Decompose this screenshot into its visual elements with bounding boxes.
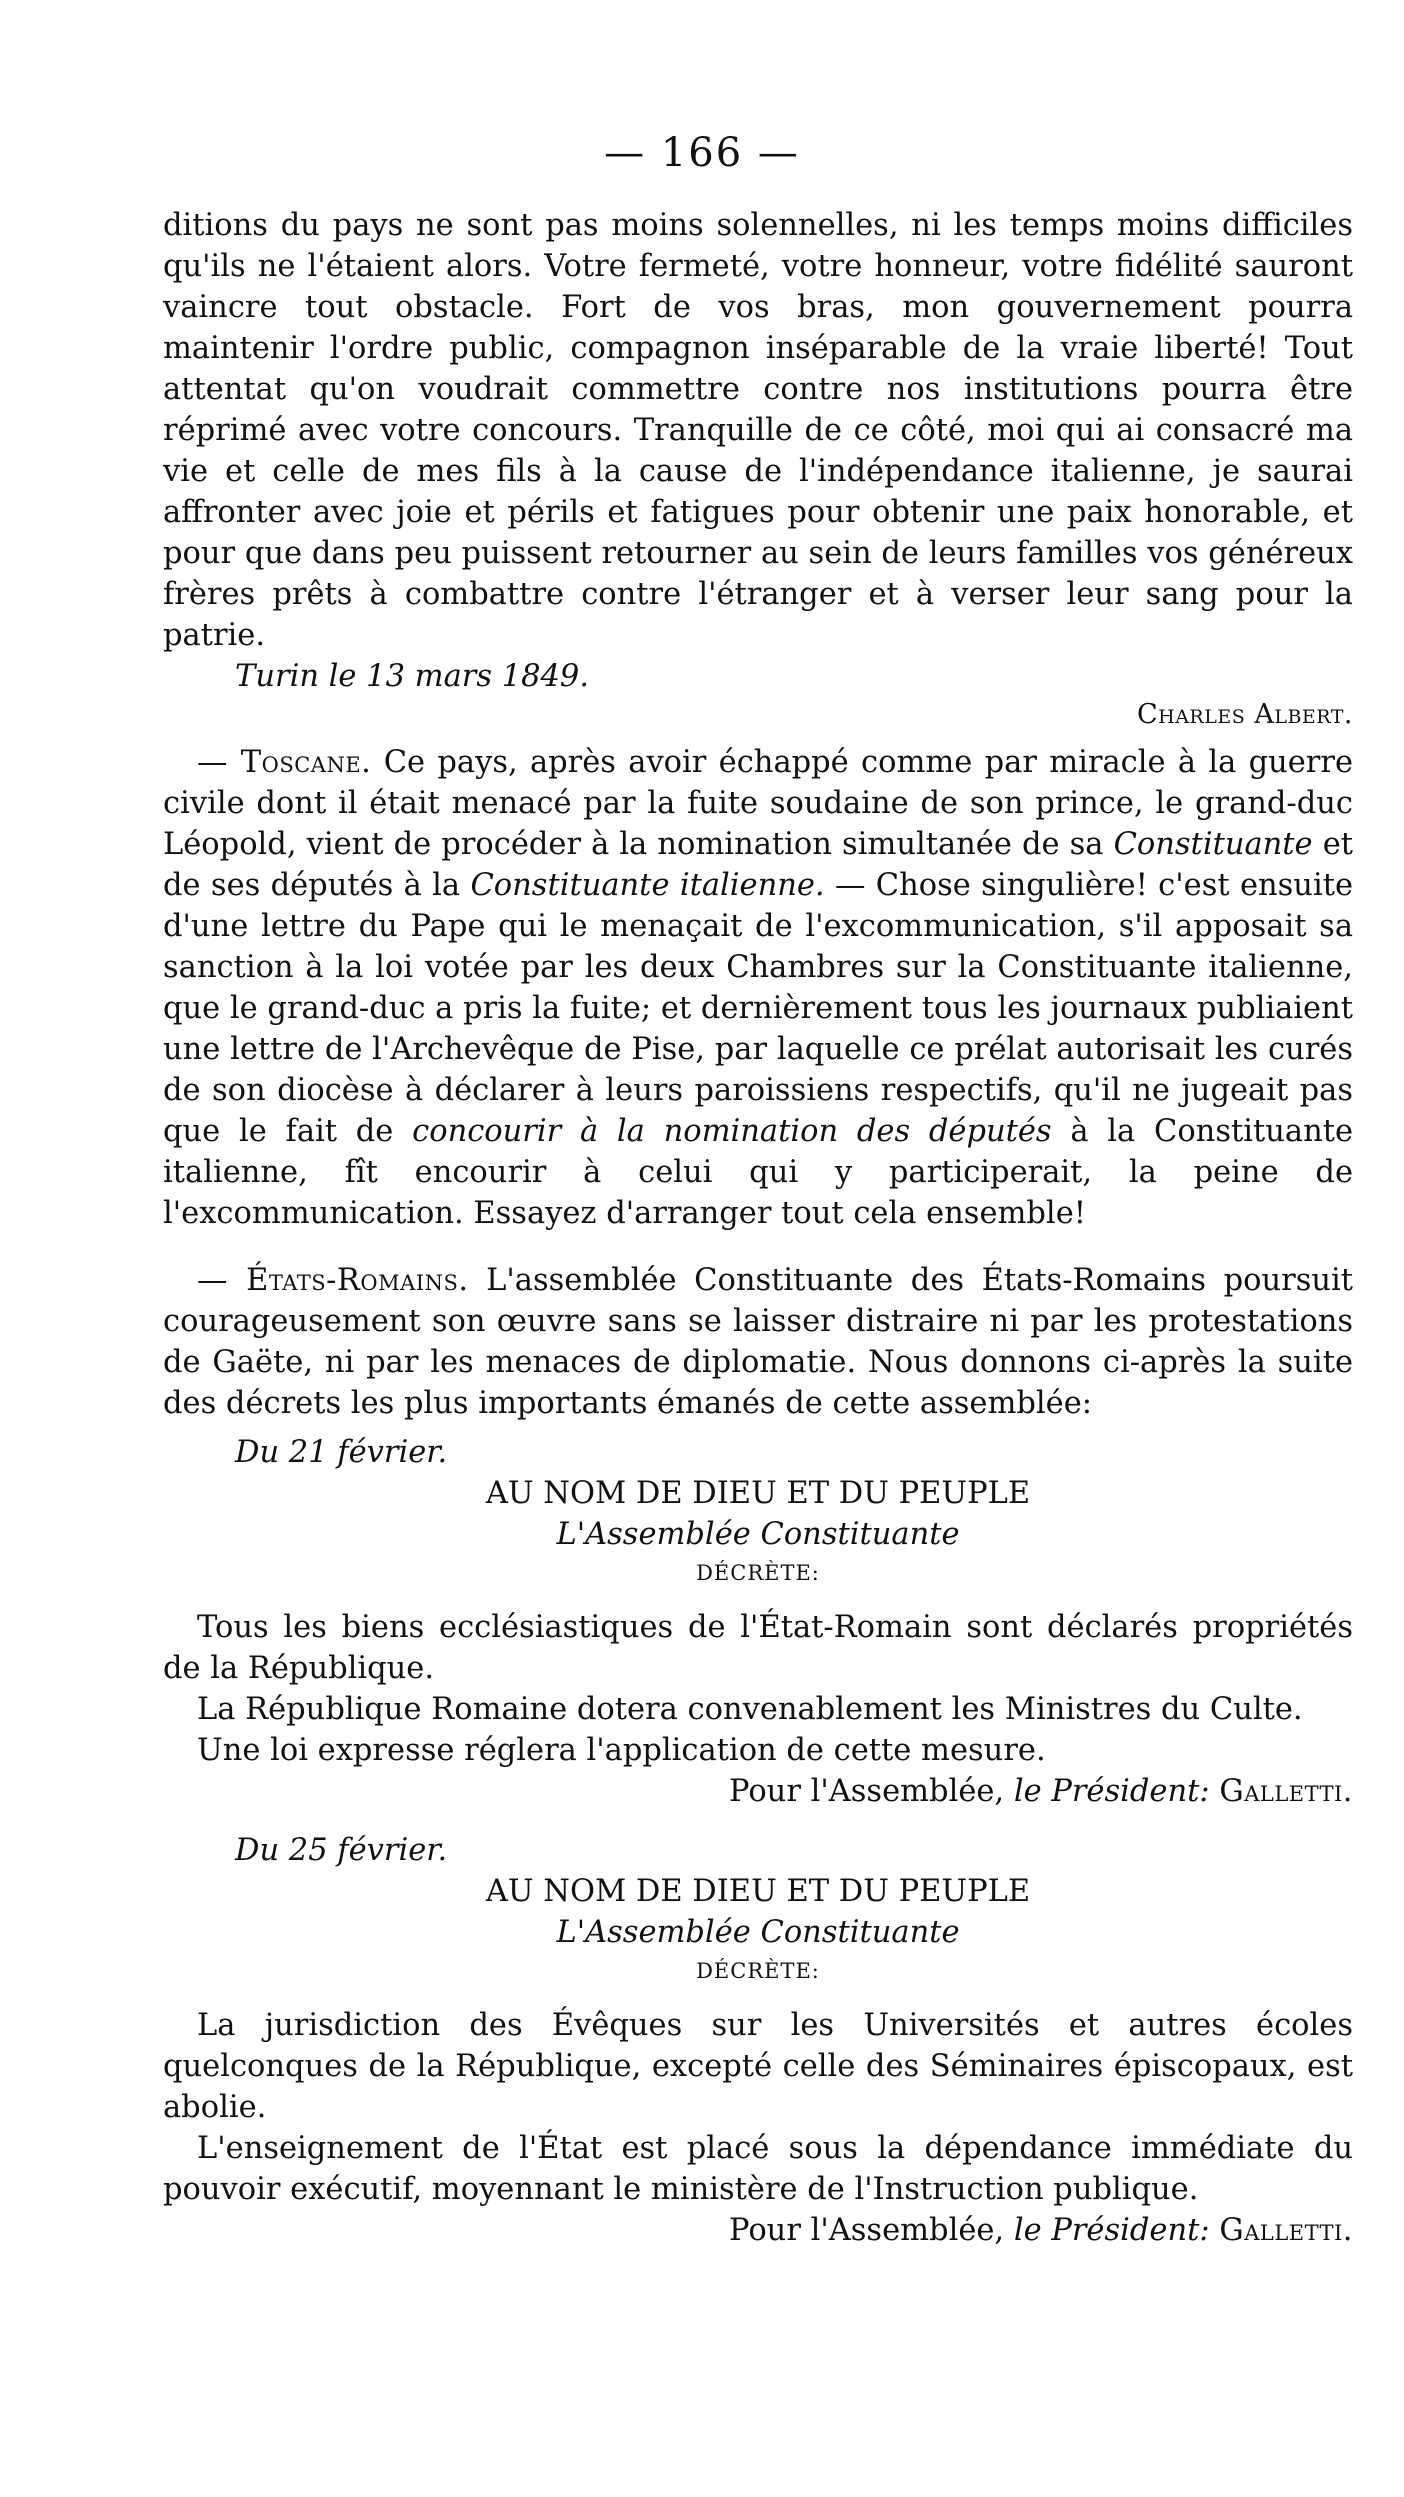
- etats-romains-label: — États-Romains.: [197, 1263, 469, 1298]
- decree-1-decrete: DÉCRÈTE:: [696, 1561, 820, 1585]
- toscane-paragraph: [163, 742, 1353, 1234]
- signature-charles-albert: Charles Albert.: [1136, 699, 1353, 730]
- toscane-italic-1: Constituante: [1113, 827, 1313, 862]
- decree-1-assembly: L'Assemblée Constituante: [556, 1517, 960, 1552]
- dateline: Turin le 13 mars 1849.: [235, 659, 590, 694]
- decree-2-assembly: L'Assemblée Constituante: [556, 1915, 960, 1950]
- toscane-label: — Toscane.: [197, 745, 372, 780]
- decree-2-signature: [163, 2210, 1353, 2251]
- toscane-text-2: et de ses députés à la: [163, 827, 1354, 903]
- decree-1-heading: AU NOM DE DIEU ET DU PEUPLE: [485, 1476, 1031, 1511]
- decree-1-sig-name: Galletti.: [1219, 1774, 1353, 1809]
- page-number: — 166 —: [604, 130, 800, 176]
- toscane-italic-2: Constituante italienne.: [470, 868, 825, 903]
- decree-1-article-1: Tous les biens ecclésiastiques de l'État-Romain sont déclarés propriétés de la République.: [163, 1610, 1353, 1686]
- decree-2-sig-role: le Président:: [1013, 2213, 1210, 2248]
- decree-1-sig-prefix: Pour l'Assemblée,: [729, 1774, 1005, 1809]
- decree-2-date: Du 25 février.: [235, 1833, 448, 1868]
- proclamation-section: [163, 205, 1353, 730]
- toscane-text-1: Ce pays, après avoir échappé comme par miracle à la guerre civile dont il était menacé par la fuite soudaine de son prince, le grand-duc Léopold, vient de procéder à la nomination simultanée de sa: [163, 745, 1354, 862]
- decree-2-decrete: DÉCRÈTE:: [696, 1959, 820, 1983]
- etats-romains-paragraph: [163, 1260, 1353, 1424]
- decree-2: [163, 1830, 1353, 2251]
- decree-2-article-2: L'enseignement de l'État est placé sous la dépendance immédiate du pouvoir exécutif, moyennant le ministère de l'Instruction publique.: [163, 2131, 1353, 2207]
- toscane-italic-3: concourir à la nomination des députés: [412, 1114, 1052, 1149]
- decree-1-date: Du 21 février.: [235, 1435, 448, 1470]
- proclamation-text: ditions du pays ne sont pas moins solennelles, ni les temps moins difficiles qu'ils ne l'étaient alors. Votre fermeté, votre honneur, votre fidélité sauront vaincre tout obstacle. Fort de vos bras, mon gouvernement pourra maintenir l'ordre public, compagnon inséparable de la vraie liberté! Tout attentat qu'on voudrait commettre contre nos institutions pourra être réprimé avec votre concours. Tranquille de ce côté, moi qui ai consacré ma vie et celle de mes fils à la cause de l'indépendance italienne, je saurai affronter avec joie et périls et fatigues pour obtenir une paix honorable, et pour que dans peu puissent retourner au sein de leurs familles vos généreux frères prêts à combattre contre l'étranger et à verser leur sang pour la patrie.: [163, 208, 1353, 653]
- decree-2-article-1: La jurisdiction des Évêques sur les Universités et autres écoles quelconques de la République, excepté celle des Séminaires épiscopaux, est abolie.: [163, 2008, 1353, 2125]
- decree-1-article-2: La République Romaine dotera convenablement les Ministres du Culte.: [197, 1692, 1303, 1727]
- decree-1-sig-role: le Président:: [1013, 1774, 1210, 1809]
- toscane-text-4: à la Constituante italienne, fît encourir à celui qui y participerait, la peine de l'excommunication. Essayez d'arranger tout cela ensemble!: [163, 1114, 1354, 1231]
- decree-1: [163, 1432, 1353, 1812]
- decree-2-sig-prefix: Pour l'Assemblée,: [729, 2213, 1005, 2248]
- etats-romains-section: [163, 1260, 1353, 1424]
- decree-1-article-3: Une loi expresse réglera l'application de cette mesure.: [197, 1733, 1046, 1768]
- decree-2-heading: AU NOM DE DIEU ET DU PEUPLE: [485, 1874, 1031, 1909]
- toscane-text-3: — Chose singulière! c'est ensuite d'une lettre du Pape qui le menaçait de l'excommunication, s'il apposait sa sanction à la loi votée par les deux Chambres sur la Constituante italienne, que le grand-duc a pris la fuite; et dernièrement tous les journaux publiaient une lettre de l'Archevêque de Pise, par laquelle ce prélat autorisait les curés de son diocèse à déclarer à leurs paroissiens respectifs, qu'il ne jugeait pas que le fait de: [163, 868, 1353, 1149]
- decree-1-signature: [163, 1771, 1353, 1812]
- decree-2-sig-name: Galletti.: [1219, 2213, 1353, 2248]
- toscane-section: [163, 742, 1353, 1234]
- etats-romains-text: L'assemblée Constituante des États-Romains poursuit courageusement son œuvre sans se laisser distraire ni par les protestations de Gaëte, ni par les menaces de diplomatie. Nous donnons ci-après la suite des décrets les plus importants émanés de cette assemblée:: [163, 1263, 1354, 1421]
